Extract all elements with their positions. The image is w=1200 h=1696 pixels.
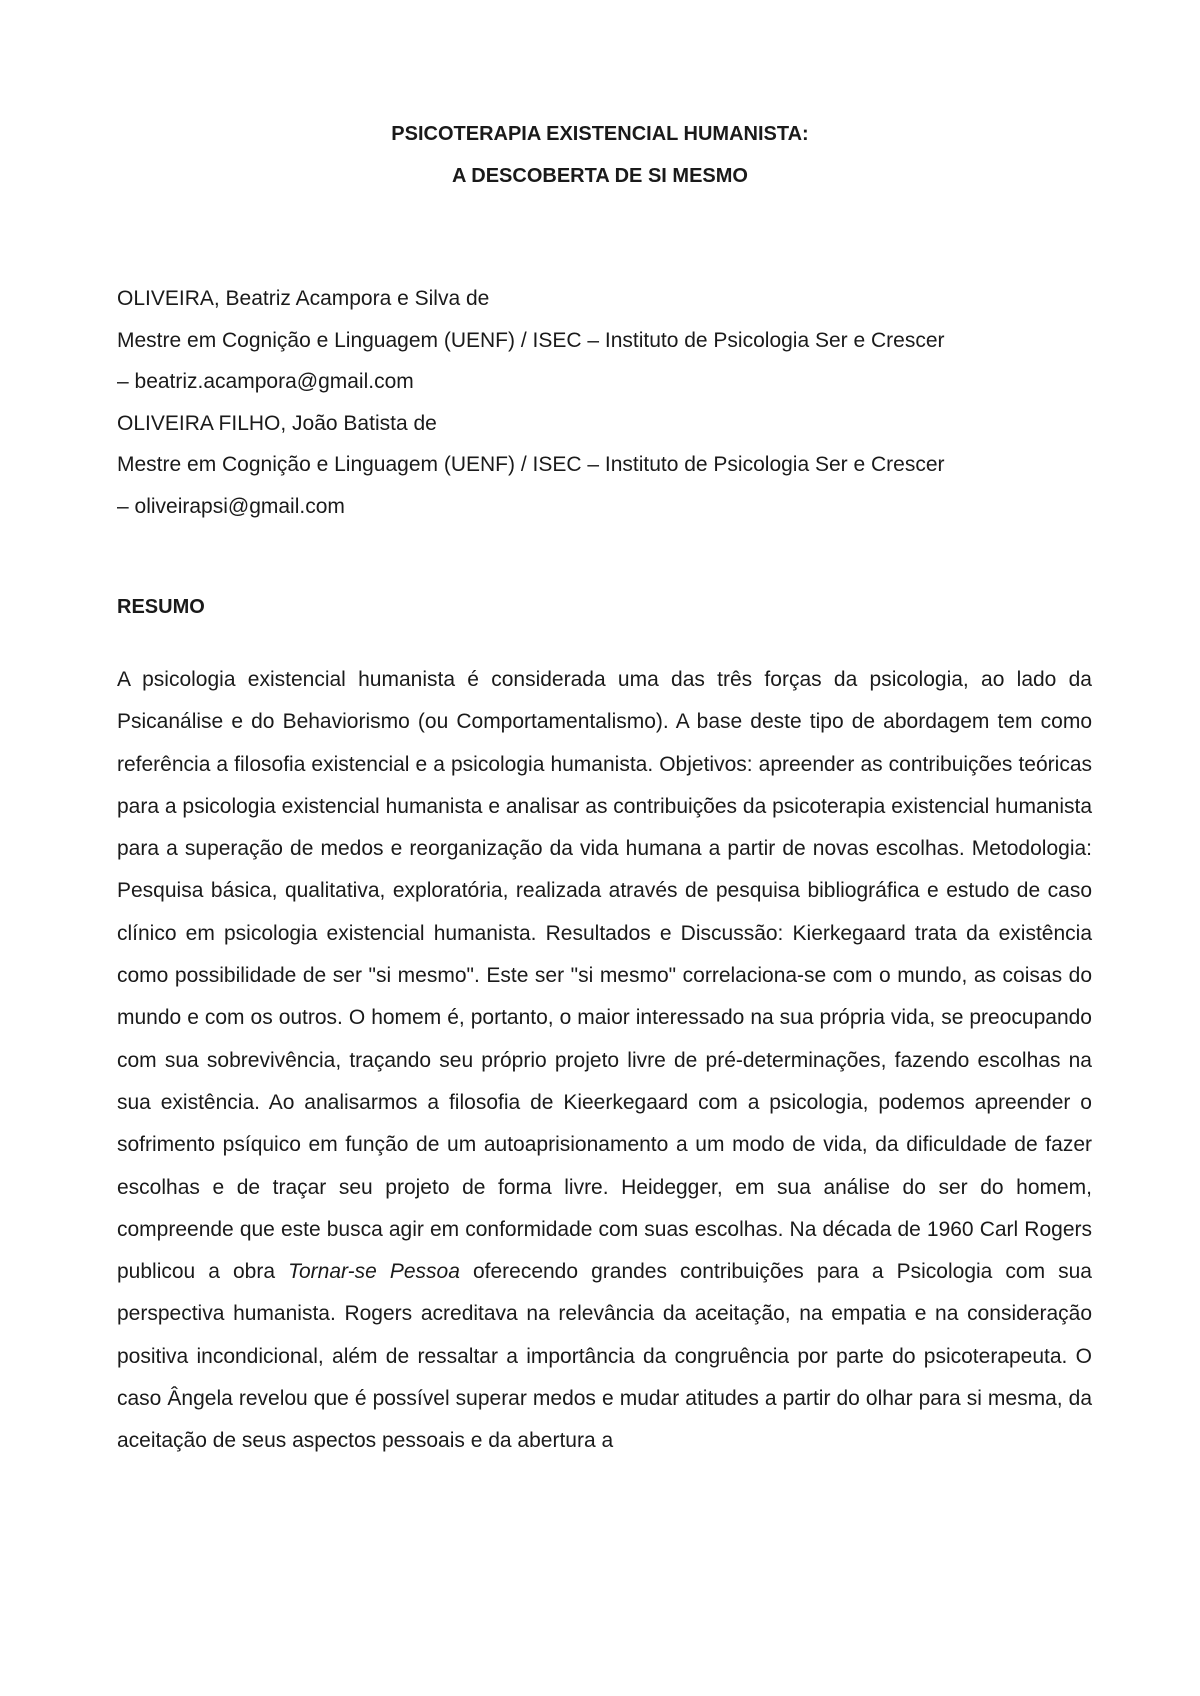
paper-title [0,113,1200,197]
title-line-2: A DESCOBERTA DE SI MESMO [452,165,748,187]
abstract-text-part-1: A psicologia existencial humanista é considerada uma das três forças da psicologia, ao lado da Psicanálise e do Behaviorismo (ou Comportamentalismo). A base deste tipo de abordagem tem como referência a filosofia existencial e a psicologia humanista. Objetivos: apreender as contribuições teóricas para a psicologia existencial humanista e analisar as contribuições da psicoterapia existencial humanista para a superação de medos e reorganização da vida humana a partir de novas escolhas. Metodologia: Pesquisa básica, qualitativa, exploratória, realizada através de pesquisa bibliográfica e estudo de caso clínico em psicologia existencial humanista. Resultados e Discussão: Kierkegaard trata da existência como possibilidade de ser "si mesmo". Este ser "si mesmo" correlaciona-se com o mundo, as coisas do mundo e com os outros. O homem é, portanto, o maior interessado na sua própria vida, se preocupando com sua sobrevivência, traçando seu próprio projeto livre de pré-determinações, fazendo escolhas na sua existência. Ao analisarmos a filosofia de Kieerkegaard com a psicologia, podemos apreender o sofrimento psíquico em função de um autoaprisionamento a um modo de vida, da dificuldade de fazer escolhas e de traçar seu projeto de forma livre. Heidegger, em sua análise do ser do homem, compreende que este busca agir em conformidade com suas escolhas. Na década de 1960 Carl Rogers publicou a obra [117,668,1092,1284]
author-email: – oliveirapsi@gmail.com [117,494,345,518]
book-title-italic: Tornar-se Pessoa [288,1260,460,1284]
abstract-body [117,659,1092,1463]
abstract-text-part-2: oferecendo grandes contribuições para a Psicologia com sua perspectiva humanista. Rogers acreditava na relevância da aceitação, na empatia e na consideração positiva incondicional, além de ressaltar a importância da congruência por parte do psicoterapeuta. O caso Ângela revelou que é possível superar medos e mudar atitudes a partir do olhar para si mesma, da aceitação de seus aspectos pessoais e da abertura a [117,1260,1092,1453]
author-affiliation: Mestre em Cognição e Linguagem (UENF) / ISEC – Instituto de Psicologia Ser e Crescer [117,328,945,352]
abstract-heading: RESUMO [117,596,205,618]
author-affiliation: Mestre em Cognição e Linguagem (UENF) / ISEC – Instituto de Psicologia Ser e Crescer [117,453,945,476]
title-line-1: PSICOTERAPIA EXISTENCIAL HUMANISTA: [391,123,809,145]
author-name: OLIVEIRA, Beatriz Acampora e Silva de [117,287,490,310]
author-email: – beatriz.acampora@gmail.com [117,370,414,393]
author-block [117,278,1097,527]
author-name: OLIVEIRA FILHO, João Batista de [117,411,437,435]
